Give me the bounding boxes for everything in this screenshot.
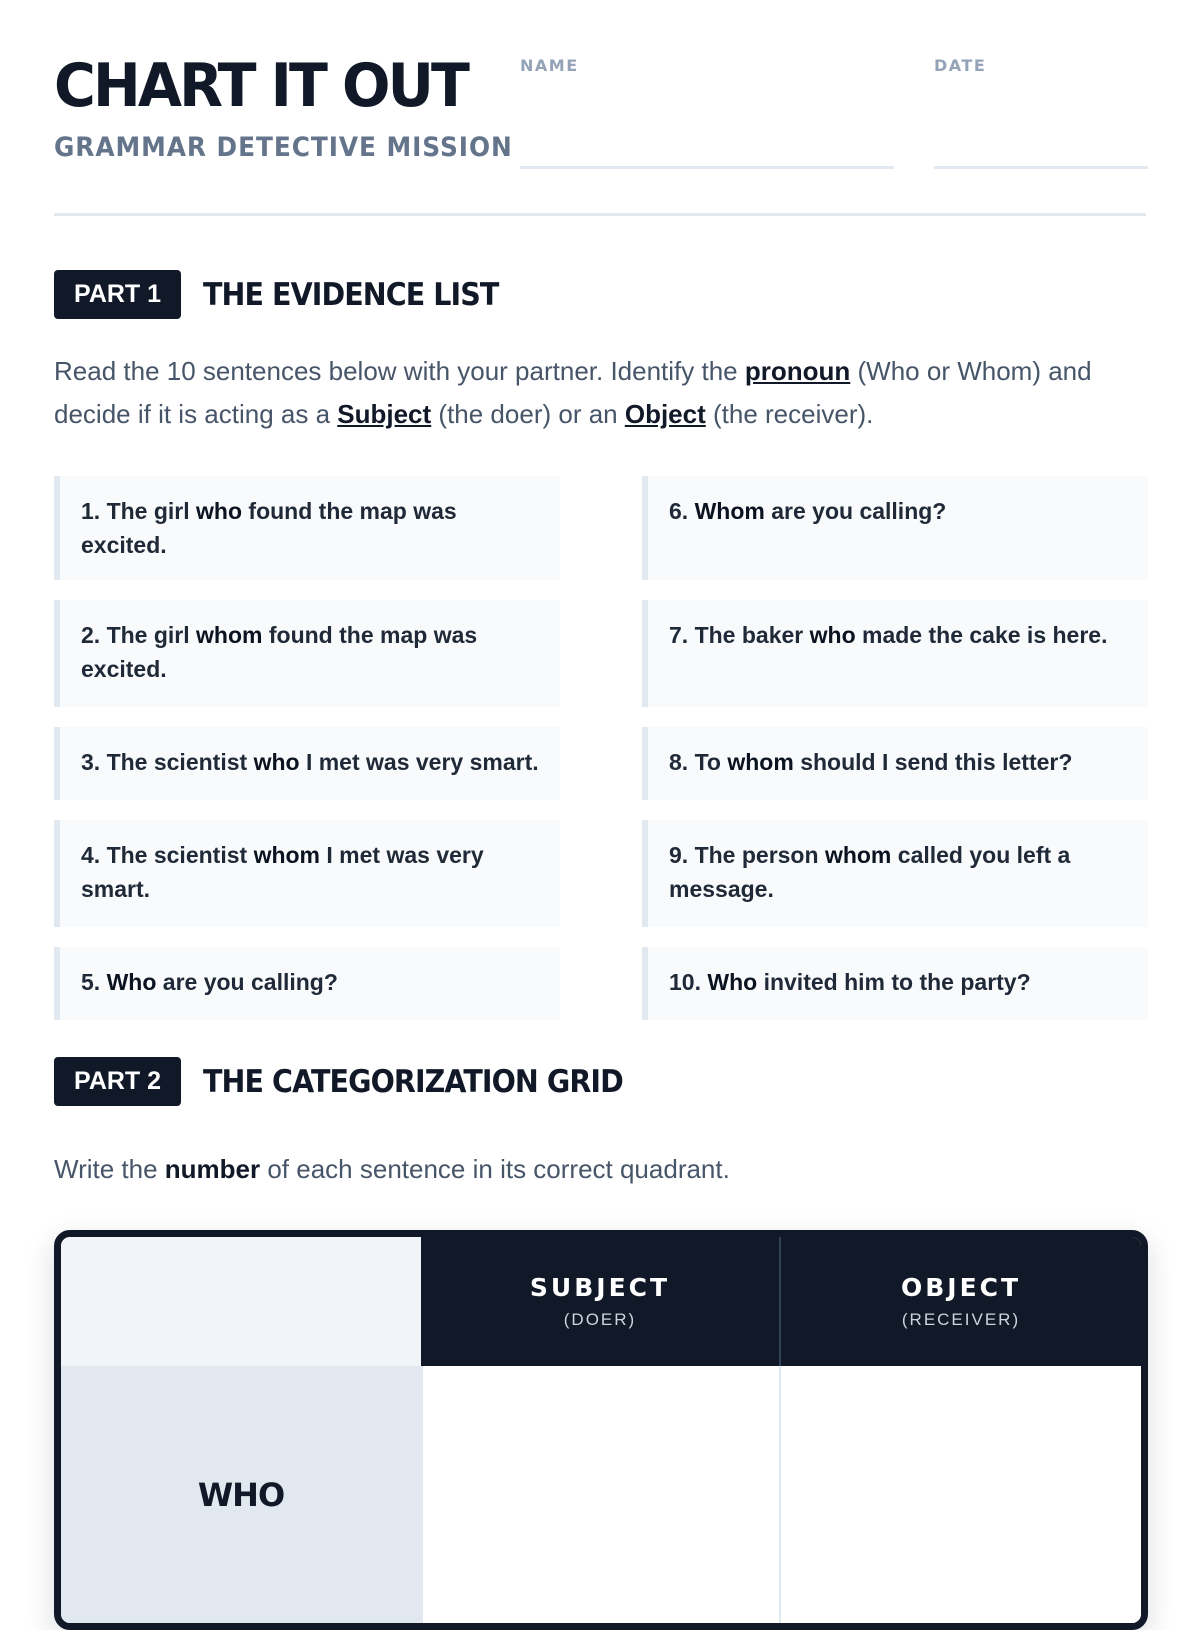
sentence-text: should I send this letter?	[793, 749, 1073, 775]
sentence-text: 2. The girl	[81, 622, 197, 648]
sentence-card	[642, 600, 1148, 707]
sentence-pronoun: who	[196, 498, 243, 524]
name-label: NAME	[520, 56, 579, 75]
sentence-card	[642, 727, 1148, 800]
sentence-pronoun: whom	[253, 842, 321, 868]
part2-heading	[54, 1057, 659, 1106]
sentence-text: I met was very smart.	[299, 749, 539, 775]
sentence-text: made the cake is here.	[855, 622, 1108, 648]
sentence-text: 8. To	[669, 749, 728, 775]
part1-title: THE EVIDENCE LIST	[203, 276, 499, 313]
sentence-text: are you calling?	[156, 969, 338, 995]
sentence-card	[642, 820, 1148, 927]
sentence-text: 5.	[81, 969, 107, 995]
sentence-text: are you calling?	[764, 498, 947, 524]
date-label: DATE	[934, 56, 987, 75]
date-field-label	[934, 56, 986, 76]
date-line[interactable]	[934, 166, 1148, 169]
sentence-text: called you left a message.	[669, 842, 1071, 902]
page-title: CHART IT OUT	[54, 51, 468, 121]
sentence-pronoun: whom	[824, 842, 892, 868]
sentence-card	[54, 600, 560, 707]
sentence-pronoun: whom	[727, 749, 794, 775]
sentence-pronoun: Whom	[694, 498, 765, 524]
who-object-cell[interactable]	[781, 1366, 1141, 1623]
sentence-text: 7. The baker	[669, 622, 810, 648]
sentence-text: found the map was excited.	[81, 622, 478, 682]
sentence-pronoun: whom	[196, 622, 263, 648]
intro-text: (the doer) or an	[431, 399, 625, 429]
sentence-pronoun: who	[809, 622, 856, 648]
keyword-subject: Subject	[337, 399, 432, 429]
categorization-grid	[54, 1230, 1148, 1630]
name-line[interactable]	[520, 166, 894, 169]
sentence-text: found the map was excited.	[81, 498, 457, 558]
object-heading: OBJECT	[900, 1273, 1022, 1302]
intro-text: (Who or Whom) and decide if it is acting as a	[54, 356, 1092, 429]
sentence-card	[54, 947, 560, 1020]
object-column-header	[781, 1237, 1141, 1366]
object-subheading: (RECEIVER)	[901, 1310, 1021, 1329]
header-divider	[54, 213, 1146, 216]
who-row-header: WHO	[61, 1366, 421, 1623]
subject-column-header	[421, 1237, 781, 1366]
sentence-pronoun: Who	[106, 969, 157, 995]
part2-instructions	[54, 1148, 1144, 1191]
sentence-text: 9. The person	[669, 842, 825, 868]
who-subject-cell[interactable]	[421, 1366, 781, 1623]
sentence-card	[54, 727, 560, 800]
part2-badge: PART 2	[54, 1057, 181, 1106]
part1-instructions	[54, 350, 1144, 436]
subject-subheading: (DOER)	[563, 1310, 637, 1329]
sentence-card	[642, 476, 1148, 580]
sentence-text: 10.	[669, 969, 708, 995]
sentence-text: invited him to the party?	[757, 969, 1031, 995]
grid-corner	[61, 1237, 421, 1366]
sentence-text: 3. The scientist	[81, 749, 254, 775]
subject-heading: SUBJECT	[529, 1273, 671, 1302]
header	[54, 40, 1146, 216]
keyword-number: number	[164, 1154, 261, 1184]
sentence-card	[54, 820, 560, 927]
keyword-pronoun: pronoun	[744, 356, 851, 386]
intro-text: (the receiver).	[705, 399, 874, 429]
sentence-card	[642, 947, 1148, 1020]
sentence-text: 6.	[669, 498, 695, 524]
intro-text: Read the 10 sentences below with your partner. Identify the	[54, 356, 745, 386]
sentence-card	[54, 476, 560, 580]
sentence-pronoun: who	[253, 749, 300, 775]
sentence-text: 4. The scientist	[81, 842, 254, 868]
keyword-object: Object	[624, 399, 706, 429]
sentence-text: I met was very smart.	[81, 842, 484, 902]
sentence-pronoun: Who	[707, 969, 758, 995]
intro-text: Write the	[54, 1154, 165, 1184]
name-field-label	[520, 56, 579, 76]
part1-heading	[54, 270, 524, 319]
part2-title: THE CATEGORIZATION GRID	[203, 1063, 623, 1100]
part1-badge: PART 1	[54, 270, 181, 319]
intro-text: of each sentence in its correct quadrant.	[260, 1154, 730, 1184]
evidence-list	[54, 476, 1148, 1020]
sentence-text: 1. The girl	[81, 498, 197, 524]
page-subtitle: GRAMMAR DETECTIVE MISSION	[54, 132, 513, 163]
